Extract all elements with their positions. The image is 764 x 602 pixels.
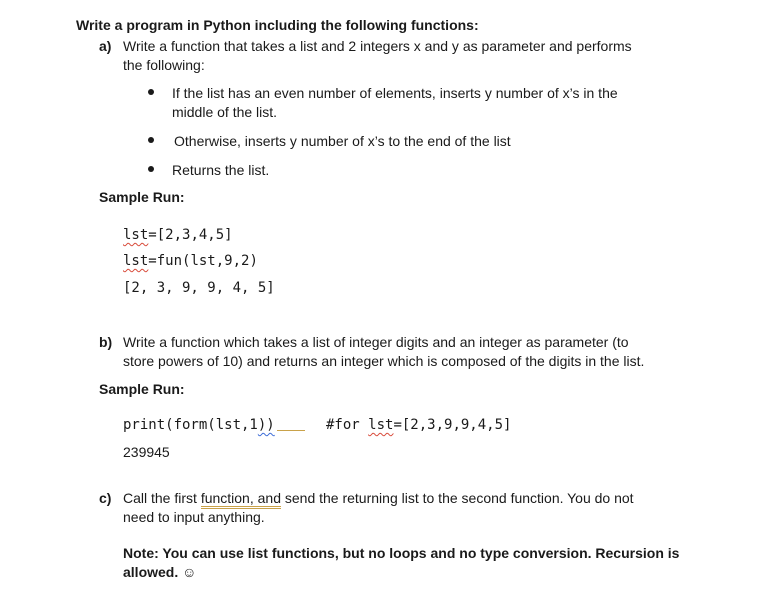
sample-run-label-a: Sample Run: bbox=[99, 189, 185, 205]
code-comment: #for lst=[2,3,9,9,4,5] bbox=[326, 417, 512, 433]
bullet-dot bbox=[148, 137, 154, 143]
code-print-call: print(form(lst,1)) bbox=[123, 416, 305, 435]
sample-run-label-b: Sample Run: bbox=[99, 381, 185, 397]
bullet-3-line1: Returns the list. bbox=[172, 162, 270, 178]
part-b-line2: store powers of 10) and returns an integer which is composed of the digits in the list. bbox=[123, 353, 645, 369]
bullet-1-line2: middle of the list. bbox=[172, 104, 278, 120]
bullet-1-line1: If the list has an even number of elements, inserts y number of x’s in the bbox=[172, 85, 618, 101]
part-c-marker: c) bbox=[99, 490, 112, 506]
part-a-line1: Write a function that takes a list and 2 integers x and y as parameter and performs bbox=[123, 38, 632, 54]
bullet-2-line1: Otherwise, inserts y number of x’s to the end of the list bbox=[174, 133, 511, 149]
code-line-3: [2, 3, 9, 9, 4, 5] bbox=[123, 280, 275, 296]
code-var: lst bbox=[123, 253, 149, 269]
bullet-dot bbox=[148, 89, 154, 95]
code-line-2: lst=fun(lst,9,2) bbox=[123, 253, 258, 269]
part-c-line2: need to input anything. bbox=[123, 509, 265, 525]
code-line-1: lst=[2,3,4,5] bbox=[123, 227, 233, 243]
part-a-line2: the following: bbox=[123, 57, 205, 73]
part-b-line1: Write a function which takes a list of integer digits and an integer as parameter (to bbox=[123, 334, 629, 350]
note-line2: allowed. ☺ bbox=[123, 564, 197, 580]
page-title: Write a program in Python including the following functions: bbox=[76, 17, 479, 33]
note-line1: Note: You can use list functions, but no loops and no type conversion. Recursion is bbox=[123, 545, 680, 561]
part-c-line1: Call the first function, and send the returning list to the second function. You do not bbox=[123, 489, 634, 508]
code-output: 239945 bbox=[123, 444, 170, 460]
part-b-marker: b) bbox=[99, 334, 113, 350]
part-a-marker: a) bbox=[99, 38, 112, 54]
bullet-dot bbox=[148, 166, 154, 172]
code-var: lst bbox=[123, 227, 149, 243]
